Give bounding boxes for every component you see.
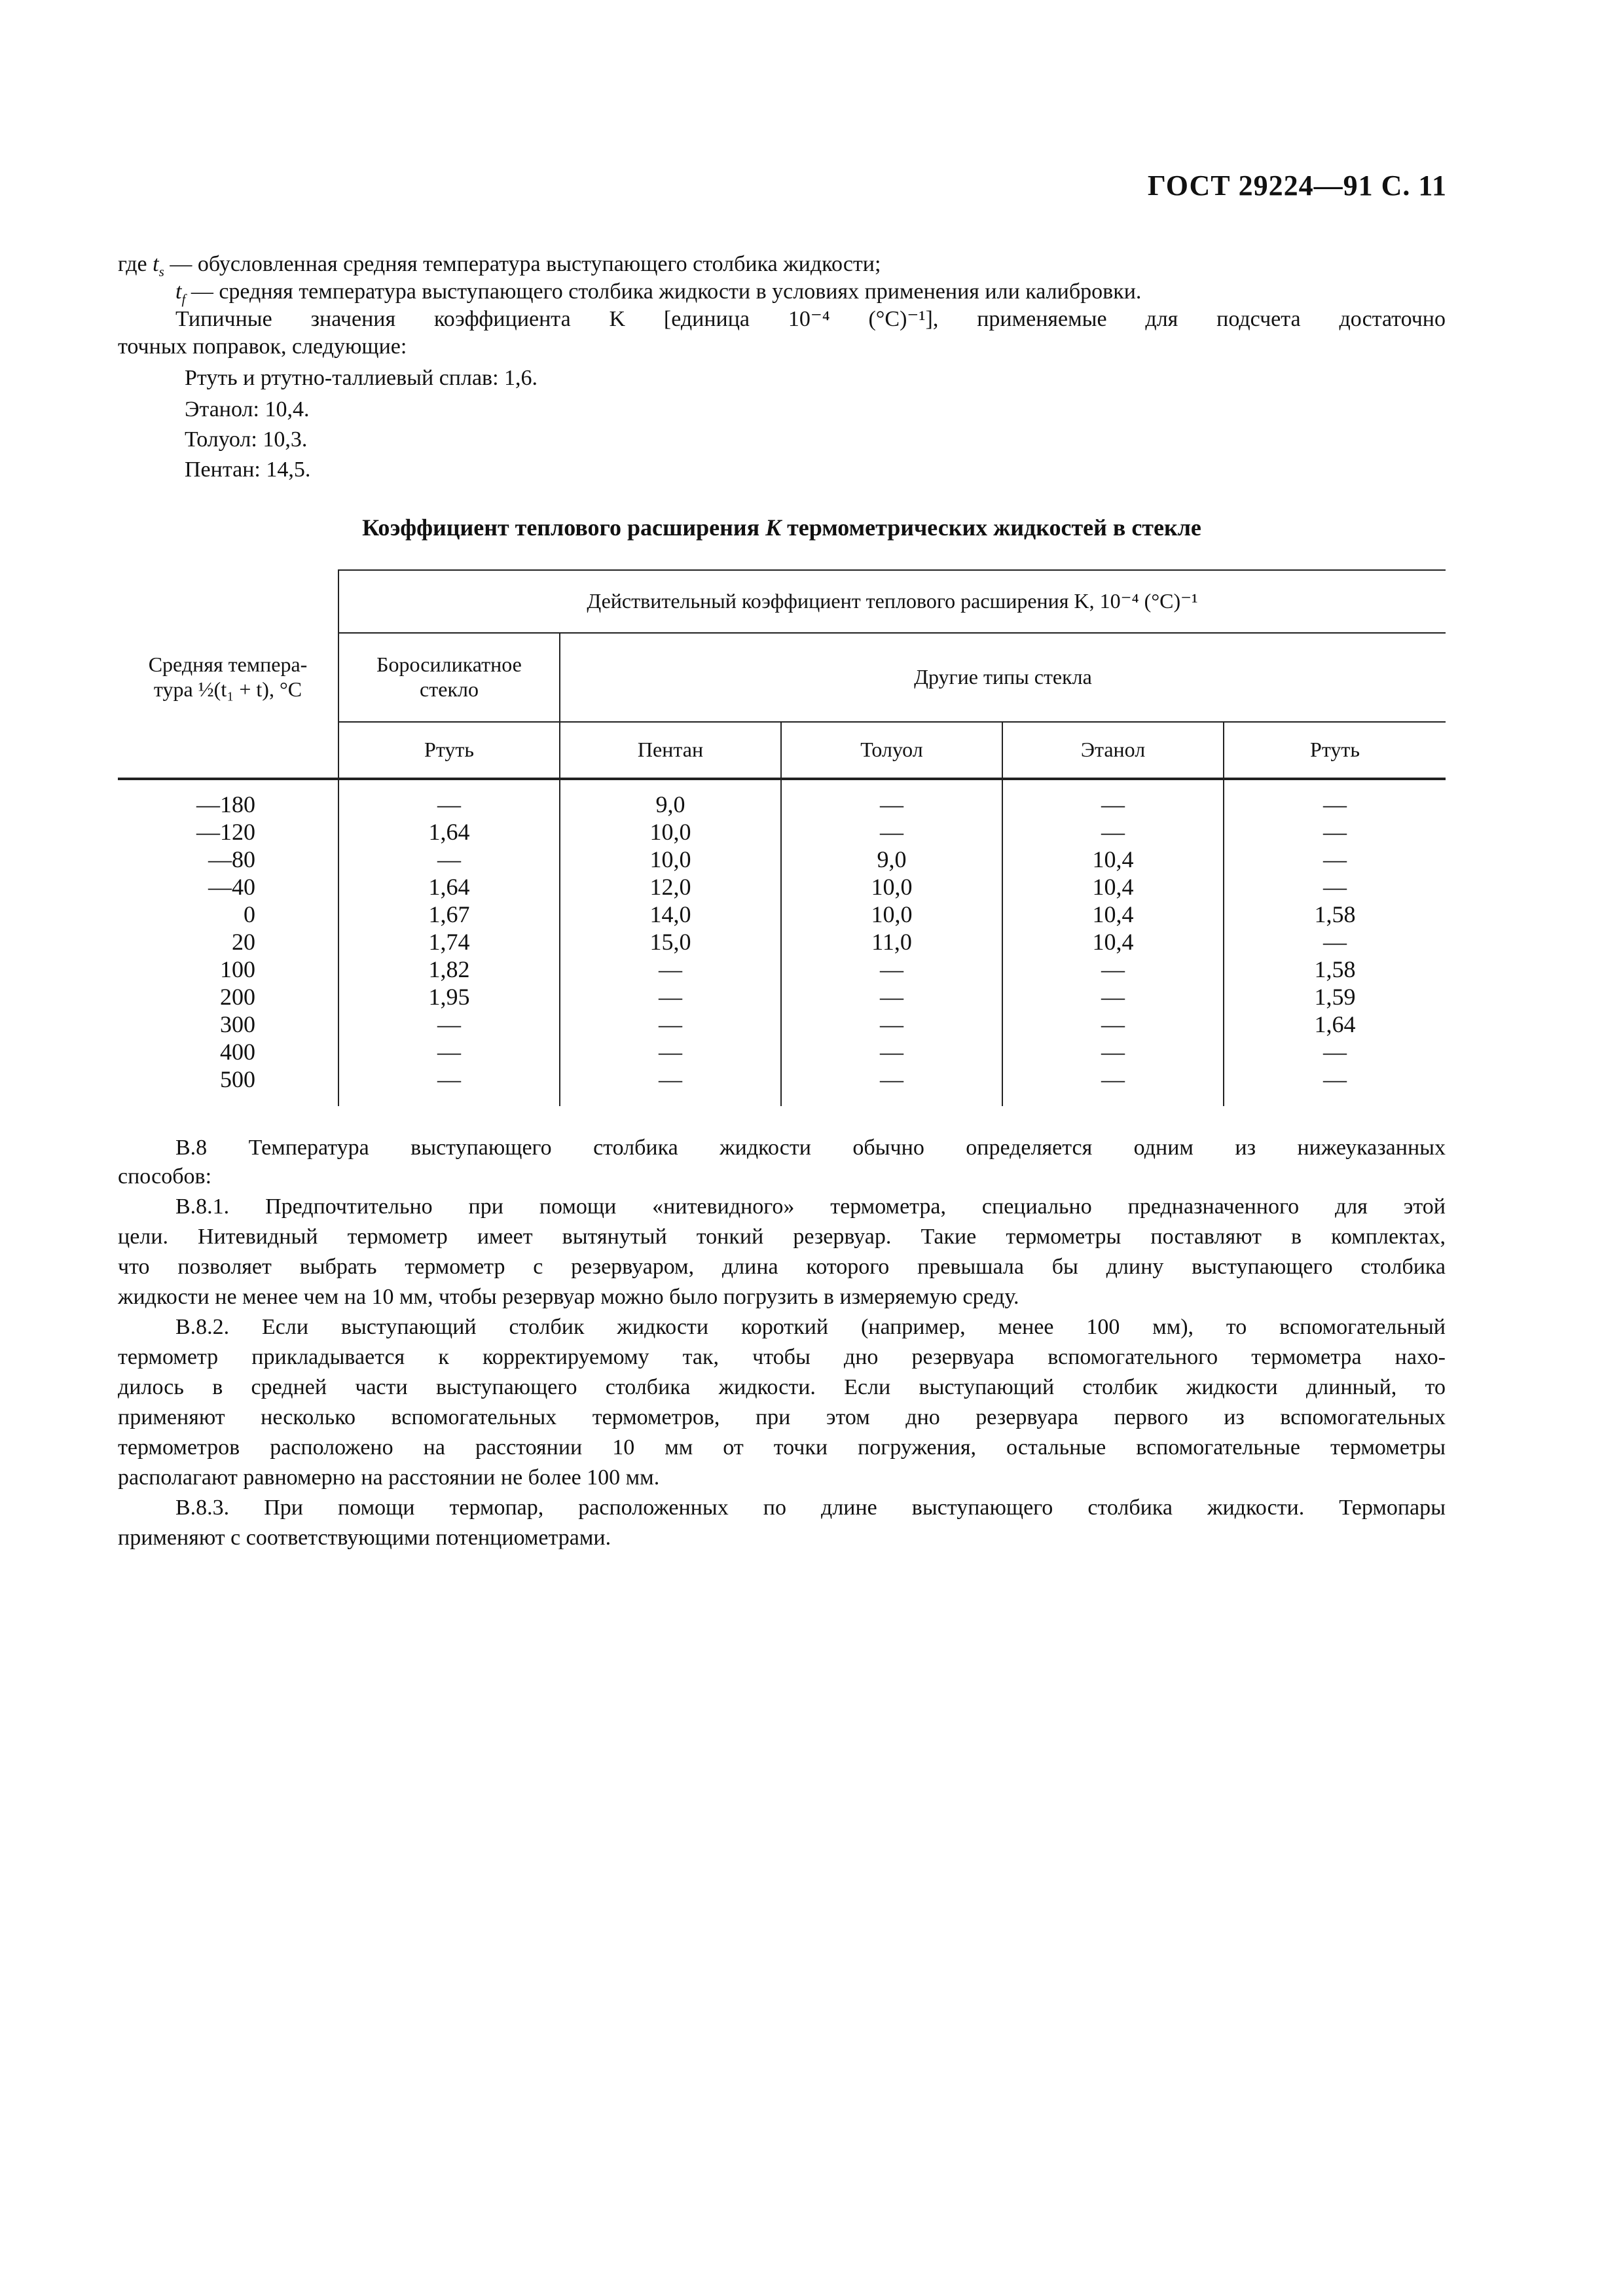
ts-text: — обусловленная средняя температура выступающего столбика жидкости;: [164, 252, 881, 276]
value-cell: 10,4: [1092, 846, 1134, 872]
value-cell: —: [437, 1011, 461, 1037]
value-cell: —: [1323, 846, 1347, 872]
caption-part-b: термометрических жидкостей в стекле: [781, 514, 1201, 541]
value-cell: —: [1101, 956, 1125, 982]
expansion-table: [118, 569, 1446, 1106]
value-cell: —: [437, 1039, 461, 1065]
value-cell: —: [659, 1066, 682, 1092]
value-cell: 10,4: [1092, 874, 1134, 900]
typical-values-line1: Типичные значения коэффициента K [единица 10⁻⁴ (°С)⁻¹], применяемые для подсчета достаточно: [175, 307, 1446, 331]
definition-tf: [175, 278, 1141, 306]
value-cell: —: [437, 1066, 461, 1092]
col-header-pentane: Пентан: [637, 738, 704, 761]
value-cell: 10,0: [649, 846, 691, 872]
value-cell: 1,82: [428, 956, 470, 982]
temperature-cell: —80: [208, 846, 255, 872]
caption-k: K: [765, 514, 782, 541]
b83-line2: применяют с соответствующими потенциометрами.: [118, 1526, 611, 1550]
row-header: [118, 632, 338, 721]
col-header-mercury-boro: Ртуть: [424, 738, 474, 761]
caption-part-a: Коэффициент теплового расширения: [362, 514, 766, 541]
value-cell: —: [1101, 1011, 1125, 1037]
where-prefix: где: [118, 252, 147, 276]
col-header-mercury: Ртуть: [1310, 738, 1360, 761]
value-ethanol: Этанол: 10,4.: [185, 397, 310, 422]
b82-line5: термометров расположено на расстоянии 10 мм от точки погружения, остальные вспомогательные термометры: [118, 1435, 1446, 1460]
row-header-line2: тура ½(t₁ + t), °С: [153, 677, 302, 701]
tf-subscript: f: [181, 291, 186, 307]
value-cell: —: [437, 791, 461, 817]
other-glass-header: Другие типы стекла: [914, 665, 1092, 689]
value-cell: 12,0: [649, 874, 691, 900]
value-cell: 14,0: [649, 901, 691, 927]
value-cell: —: [659, 1039, 682, 1065]
toluene-column: [782, 791, 1002, 1093]
temperature-cell: —120: [196, 819, 255, 845]
value-cell: 1,64: [1314, 1011, 1356, 1037]
value-cell: —: [659, 984, 682, 1010]
value-cell: —: [880, 1011, 903, 1037]
b82-line1: В.8.2. Если выступающий столбик жидкости короткий (например, менее 100 мм), то вспомогательный: [175, 1315, 1446, 1339]
temperature-cell: 400: [220, 1039, 255, 1065]
value-mercury: Ртуть и ртутно-таллиевый сплав: 1,6.: [185, 366, 538, 390]
b8-line2: способов:: [118, 1164, 212, 1189]
value-cell: 1,64: [428, 819, 470, 845]
temperature-cell: 100: [220, 956, 255, 982]
value-cell: —: [659, 1011, 682, 1037]
b83-line1: В.8.3. При помощи термопар, расположенных по длине выступающего столбика жидкости. Термопары: [175, 1496, 1446, 1520]
b82-line2: термометр прикладывается к корректируемому так, чтобы дно резервуара вспомогательного термометра нахо-: [118, 1345, 1446, 1369]
borosilicate-header: Боросиликатное стекло: [376, 653, 522, 701]
b82-line6: располагают равномерно на расстоянии не более 100 мм.: [118, 1465, 660, 1490]
temperature-cell: 200: [220, 984, 255, 1010]
mercury-column: [1224, 791, 1446, 1093]
value-cell: 1,74: [428, 929, 470, 955]
value-cell: 11,0: [871, 929, 912, 955]
value-cell: 1,64: [428, 874, 470, 900]
value-cell: —: [880, 1039, 903, 1065]
definition-ts: [118, 250, 881, 279]
value-cell: 1,59: [1314, 984, 1356, 1010]
value-cell: —: [1101, 791, 1125, 817]
value-cell: 10,0: [649, 819, 691, 845]
value-cell: —: [1323, 1066, 1347, 1092]
tf-symbol: t: [175, 279, 182, 304]
value-cell: 1,95: [428, 984, 470, 1010]
value-cell: —: [880, 819, 903, 845]
value-cell: —: [1323, 874, 1347, 900]
value-cell: —: [437, 846, 461, 872]
value-cell: —: [1323, 1039, 1347, 1065]
value-cell: 1,58: [1314, 901, 1356, 927]
temperature-cell: —40: [208, 874, 255, 900]
value-cell: 9,0: [877, 846, 907, 872]
value-cell: —: [1101, 1066, 1125, 1092]
b81-line1: В.8.1. Предпочтительно при помощи «нитевидного» термометра, специально предназначенного для этой: [175, 1194, 1446, 1219]
b8-line1: В.8 Температура выступающего столбика жидкости обычно определяется одним из нижеуказанных: [175, 1136, 1446, 1160]
value-cell: 10,0: [871, 901, 913, 927]
temperature-column: [118, 791, 255, 1093]
ts-symbol: t: [153, 252, 159, 276]
ts-subscript: s: [158, 263, 164, 279]
rule-header-bottom: [118, 778, 1446, 780]
value-cell: —: [1323, 929, 1347, 955]
value-cell: —: [1101, 984, 1125, 1010]
value-cell: —: [659, 956, 682, 982]
value-cell: —: [1101, 1039, 1125, 1065]
b82-line4: применяют несколько вспомогательных термометров, при этом дно резервуара первого из вспомогательных: [118, 1405, 1446, 1429]
ethanol-column: [1003, 791, 1223, 1093]
tf-text: — средняя температура выступающего столбика жидкости в условиях применения или калибровки.: [185, 279, 1142, 304]
temperature-cell: 0: [244, 901, 255, 927]
temperature-cell: —180: [196, 791, 255, 817]
value-toluene: Толуол: 10,3.: [185, 427, 308, 452]
value-cell: —: [1323, 791, 1347, 817]
temperature-cell: 500: [220, 1066, 255, 1092]
value-cell: 1,67: [428, 901, 470, 927]
value-cell: 10,4: [1092, 929, 1134, 955]
value-pentane: Пентан: 14,5.: [185, 457, 311, 482]
col-header-ethanol: Этанол: [1080, 738, 1146, 761]
b81-line2: цели. Нитевидный термометр имеет вытянутый тонкий резервуар. Такие термометры поставляют в комплектах,: [118, 1225, 1446, 1249]
col-header-toluene: Толуол: [860, 738, 923, 761]
value-cell: —: [880, 956, 903, 982]
temperature-cell: 300: [220, 1011, 255, 1037]
typical-values-line2: точных поправок, следующие:: [118, 334, 407, 359]
value-cell: —: [880, 791, 903, 817]
b81-line3: что позволяет выбрать термометр с резервуаром, длина которого превышала бы длину выступающего столбика: [118, 1255, 1446, 1279]
row-header-line1: Средняя темпера-: [148, 653, 308, 676]
value-cell: —: [880, 1066, 903, 1092]
value-cell: —: [1323, 819, 1347, 845]
value-cell: 1,58: [1314, 956, 1356, 982]
value-cell: —: [1101, 819, 1125, 845]
value-cell: 9,0: [655, 791, 685, 817]
b81-line4: жидкости не менее чем на 10 мм, чтобы резервуар можно было погрузить в измеряемую среду.: [118, 1285, 1019, 1309]
value-cell: —: [880, 984, 903, 1010]
mercury-boro-column: [339, 791, 559, 1093]
table-caption: [118, 514, 1446, 541]
b82-line3: дилось в средней части выступающего столбика жидкости. Если выступающий столбик жидкости длинный, то: [118, 1375, 1446, 1399]
page-header: ГОСТ 29224—91 С. 11: [1147, 170, 1447, 202]
pentane-column: [560, 791, 780, 1093]
value-cell: 10,4: [1092, 901, 1134, 927]
temperature-cell: 20: [232, 929, 255, 955]
value-cell: 10,0: [871, 874, 913, 900]
value-cell: 15,0: [649, 929, 691, 955]
group-header: Действительный коэффициент теплового расширения K, 10⁻⁴ (°С)⁻¹: [587, 589, 1198, 613]
